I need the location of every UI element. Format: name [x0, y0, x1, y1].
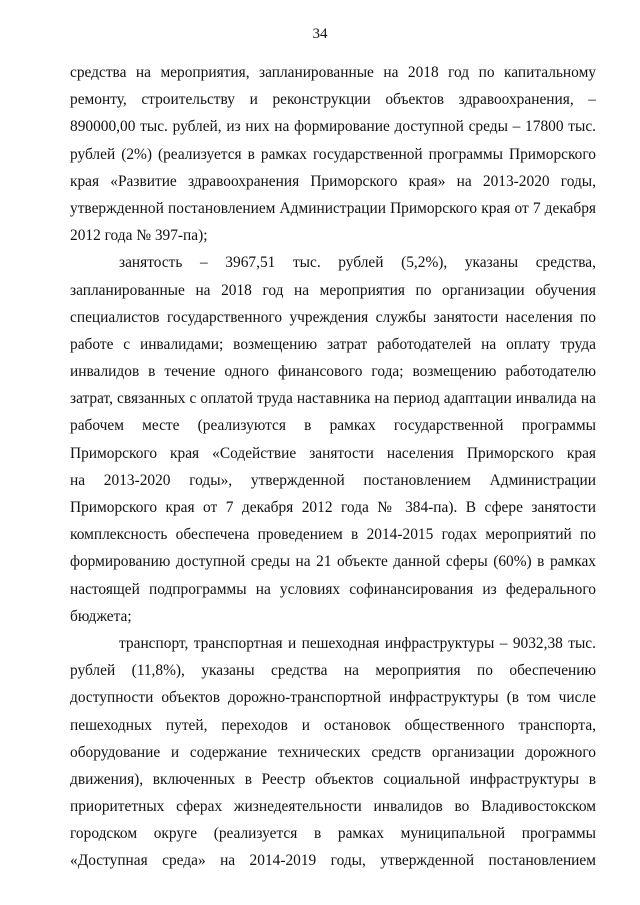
text-line: 890000,00 тыс. рублей, из них на формирование доступной среды – 17800 тыс.	[70, 118, 596, 136]
text-line: занятость – 3967,51 тыс. рублей (5,2%), указаны средства,	[119, 254, 596, 272]
text-line: комплексность обеспечена проведением в 2014-2015 годах мероприятий по	[70, 526, 596, 544]
text-line: 2012 года № 397-па);	[70, 227, 208, 245]
text-line: оборудование и содержание технических средств организации дорожного	[70, 743, 596, 761]
text-line: Приморского края «Содействие занятости населения Приморского края	[70, 444, 596, 462]
text-line: «Доступная среда» на 2014-2019 годы, утвержденной постановлением	[70, 852, 596, 870]
text-line: движения), включенных в Реестр объектов социальной инфраструктуры в	[70, 770, 596, 788]
document-body	[70, 59, 596, 875]
text-line: затрат, связанных с оплатой труда наставника на период адаптации инвалида на	[70, 390, 596, 408]
text-line: транспорт, транспортная и пешеходная инфраструктуры – 9032,38 тыс.	[119, 634, 596, 652]
text-line: формированию доступной среды на 21 объекте данной сферы (60%) в рамках	[70, 553, 596, 571]
text-line: Приморского края от 7 декабря 2012 года № 384-па). В сфере занятости	[70, 499, 596, 516]
text-line: специалистов государственного учреждения службы занятости населения по	[70, 308, 596, 326]
text-line: городском округе (реализуется в рамках муниципальной программы	[70, 825, 596, 843]
text-line: средства на мероприятия, запланированные на 2018 год по капитальному	[70, 64, 596, 81]
text-line: бюджета;	[70, 607, 132, 625]
text-line: утвержденной постановлением Администрации Приморского края от 7 декабря	[70, 199, 596, 217]
text-line: края «Развитие здравоохранения Приморского края» на 2013-2020 годы,	[70, 172, 596, 190]
text-line: инвалидов в течение одного финансового года; возмещению работодателю	[70, 363, 596, 381]
text-line: на 2013-2020 годы», утвержденной постановлением Администрации	[70, 471, 596, 489]
text-line: пешеходных путей, переходов и остановок общественного транспорта,	[70, 716, 596, 734]
text-line: запланированные на 2018 год на мероприятия по организации обучения	[70, 281, 596, 299]
text-line: работе с инвалидами; возмещению затрат работодателей на оплату труда	[70, 335, 596, 353]
text-line: рублей (11,8%), указаны средства на мероприятия по обеспечению	[70, 662, 596, 680]
text-line: доступности объектов дорожно-транспортной инфраструктуры (в том числе	[70, 689, 596, 707]
page-number: 34	[312, 26, 328, 42]
text-line: настоящей подпрограммы на условиях софинансирования из федерального	[70, 580, 596, 598]
text-line: рабочем месте (реализуются в рамках государственной программы	[70, 417, 596, 435]
text-line: ремонту, строительству и реконструкции объектов здравоохранения, –	[70, 91, 596, 109]
text-line: рублей (2%) (реализуется в рамках государственной программы Приморского	[70, 145, 596, 163]
text-line: приоритетных сферах жизнедеятельности инвалидов во Владивостокском	[70, 798, 596, 816]
